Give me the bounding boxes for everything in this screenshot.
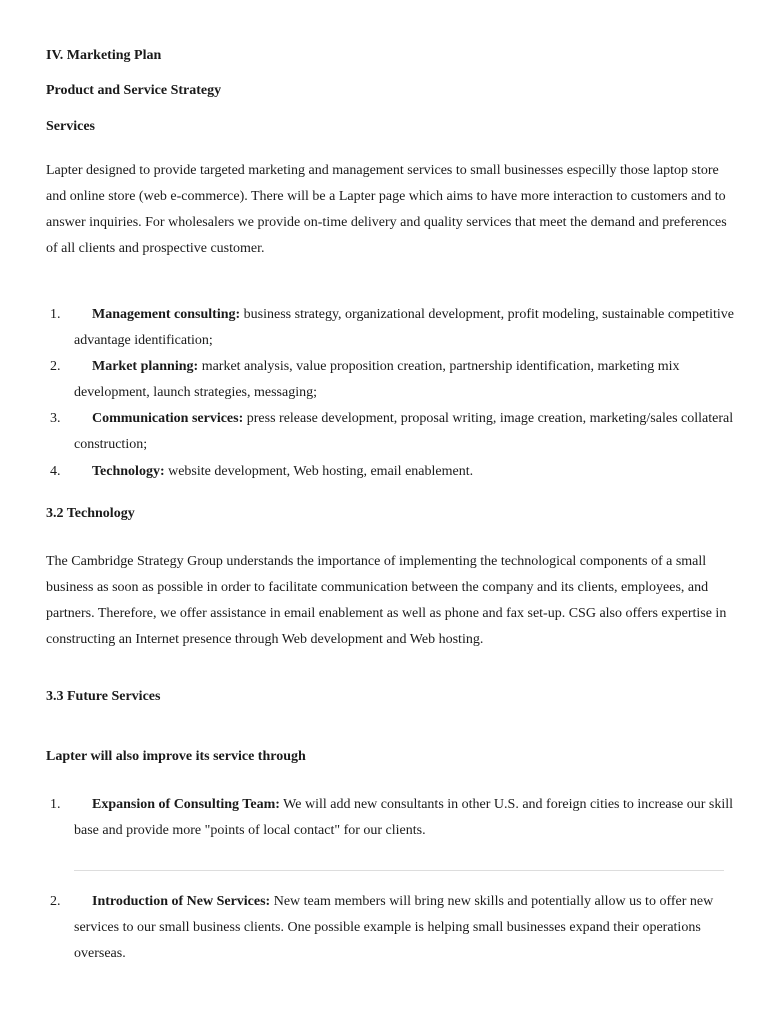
- list-item-body: [74, 459, 734, 485]
- list-item-text: We will add new consultants in other U.S. and foreign cities to increase our skill base and provide more "points of local contact" for our clients.: [74, 797, 734, 838]
- list-item-text: press release development, proposal writing, image creation, marketing/sales collateral construction;: [74, 411, 734, 452]
- list-item-number: 4.: [50, 464, 61, 479]
- list-item-term: Introduction of New Services:: [92, 894, 271, 909]
- list-item-term: Technology:: [92, 464, 165, 479]
- list-item-body: [74, 792, 734, 844]
- list-item-body: [74, 889, 734, 967]
- list-item-text: business strategy, organizational development, profit modeling, sustainable competitive advantage identification;: [74, 307, 734, 348]
- intro-paragraph: Lapter designed to provide targeted marketing and management services to small businesses especilly those laptop store and online store (web e-commerce). There will be a Lapter page which aims to have more interaction to customers and to answer inquiries. For wholesalers we provide on-time delivery and quality services that meet the demand and preferences of all clients and prospective customer.: [46, 163, 727, 256]
- list-item-text: market analysis, value proposition creation, partnership identification, marketing mix development, launch strategies, messaging;: [74, 359, 680, 400]
- list-item-term: Communication services:: [92, 411, 244, 426]
- list-item-body: [74, 354, 734, 406]
- technology-paragraph: The Cambridge Strategy Group understands the importance of implementing the technological components of a small business as soon as possible in order to facilitate communication between the company and its clients, employees, and partners. Therefore, we offer assistance in email enablement as well as phone and fax set-up. CSG also offers expertise in constructing an Internet presence through Web development and Web hosting.: [46, 554, 727, 647]
- section-title: IV. Marketing Plan: [46, 48, 162, 63]
- technology-heading: 3.2 Technology: [46, 506, 135, 521]
- list-item-term: Market planning:: [92, 359, 199, 374]
- list-item-number: 2.: [50, 894, 61, 909]
- list-item-text: New team members will bring new skills and potentially allow us to offer new services to our small business clients. One possible example is helping small businesses expand their operations overseas.: [74, 894, 714, 961]
- list-item-number: 1.: [50, 797, 61, 812]
- list-item-term: Expansion of Consulting Team:: [92, 797, 280, 812]
- list-item-number: 1.: [50, 307, 61, 322]
- subsection-title: Product and Service Strategy: [46, 83, 222, 98]
- future-intro: Lapter will also improve its service through: [46, 749, 306, 764]
- list-item-body: [74, 302, 734, 354]
- divider: [74, 870, 724, 871]
- list-item-number: 3.: [50, 411, 61, 426]
- list-item-text: website development, Web hosting, email enablement.: [164, 464, 474, 479]
- list-item-body: [74, 406, 734, 458]
- future-heading: 3.3 Future Services: [46, 689, 161, 704]
- list-item-term: Management consulting:: [92, 307, 241, 322]
- services-heading: Services: [46, 119, 95, 134]
- list-item-number: 2.: [50, 359, 61, 374]
